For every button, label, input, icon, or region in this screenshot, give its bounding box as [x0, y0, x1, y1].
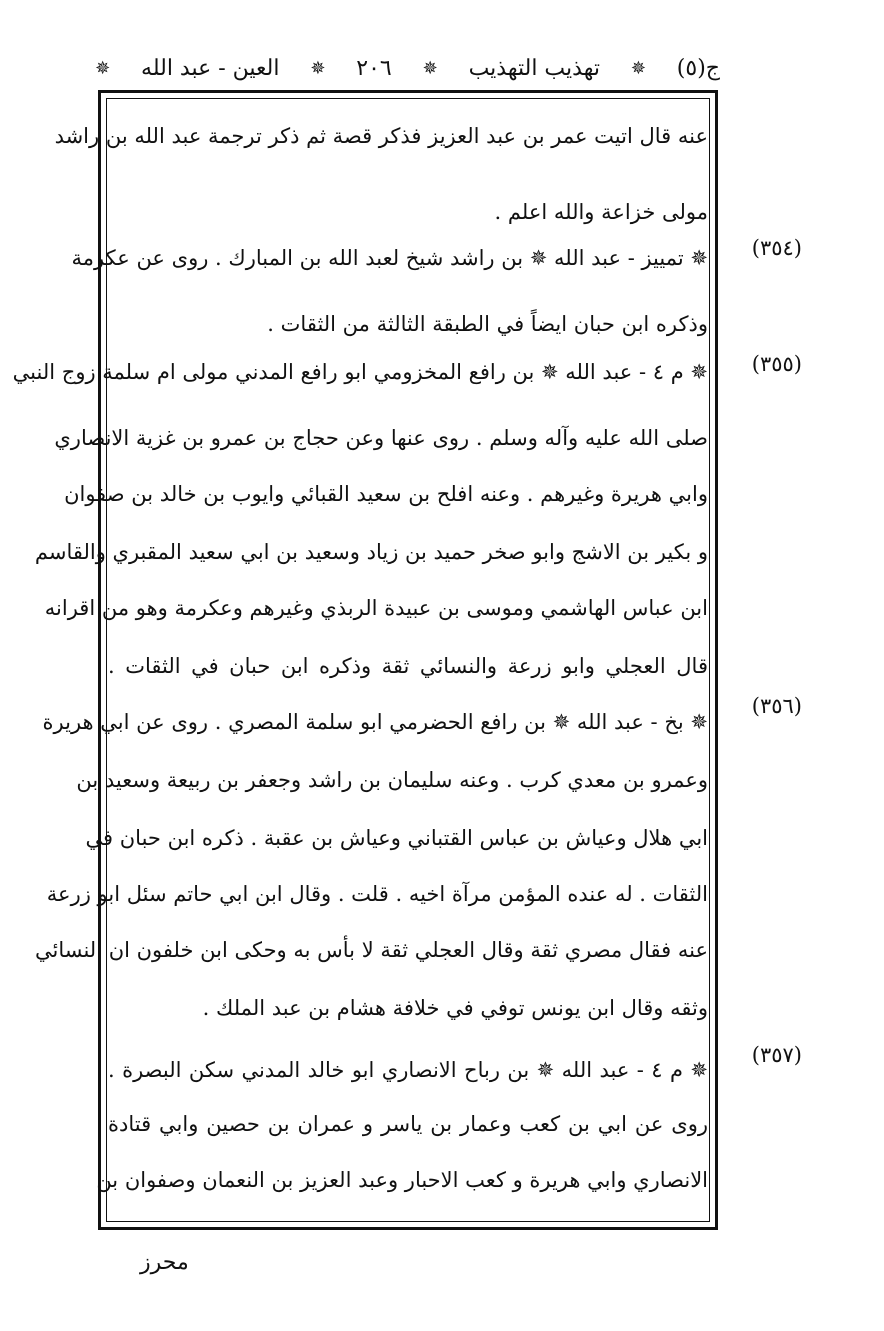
text-line: و بكير بن الاشج وابو صخر حميد بن زياد وسعيد بن ابي سعيد المقبري والقاسم — [34, 540, 708, 564]
entry-heading-line: ✵ م ٤ - عبد الله ✵ بن رافع المخزومي ابو رافع المدني مولى ام سلمة زوج النبي — [12, 360, 708, 384]
text-line: روى عن ابي بن كعب وعمار بن ياسر و عمران بن حصين وابي قتادة — [108, 1112, 708, 1136]
text-line: ابن عباس الهاشمي وموسى بن عبيدة الربذي وغيرهم وعكرمة وهو من اقرانه — [44, 596, 708, 620]
entry-heading-line: ✵ تمييز - عبد الله ✵ بن راشد شيخ لعبد الله بن المبارك . روى عن عكرمة — [71, 246, 708, 270]
page-number: ٢٠٦ — [356, 55, 392, 81]
entry-number: (٣٥٥) — [751, 352, 802, 376]
running-header — [95, 48, 720, 88]
footer-signature: محرز — [140, 1250, 189, 1275]
entry-number: (٣٥٤) — [751, 236, 802, 260]
star-icon: ✵ — [630, 57, 646, 79]
text-line: عنه قال اتيت عمر بن عبد العزيز فذكر قصة ثم ذكر ترجمة عبد الله بن راشد — [54, 124, 708, 148]
entry-heading-line: ✵ م ٤ - عبد الله ✵ بن رباح الانصاري ابو خالد المدني سكن البصرة . — [108, 1058, 708, 1082]
volume-label: ج(٥) — [676, 55, 720, 81]
text-line: الثقات . له عنده المؤمن مرآة اخيه . قلت . وقال ابن ابي حاتم سئل ابو زرعة — [46, 882, 708, 906]
text-line: عنه فقال مصري ثقة وقال العجلي ثقة لا بأس به وحكى ابن خلفون ان النسائي — [34, 938, 708, 962]
star-icon: ✵ — [422, 57, 438, 79]
entry-number: (٣٥٦) — [751, 694, 802, 718]
text-line: ابي هلال وعياش بن عباس القتباني وعياش بن عقبة . ذكره ابن حبان في — [85, 826, 708, 850]
entry-heading-line: ✵ بخ - عبد الله ✵ بن رافع الحضرمي ابو سلمة المصري . روى عن ابي هريرة — [42, 710, 708, 734]
text-line: مولى خزاعة والله اعلم . — [494, 200, 708, 224]
star-icon: ✵ — [95, 57, 111, 79]
text-line: الانصاري وابي هريرة و كعب الاحبار وعبد العزيز بن النعمان وصفوان بن — [96, 1168, 708, 1192]
text-line: وثقه وقال ابن يونس توفي في خلافة هشام بن عبد الملك . — [202, 996, 708, 1020]
star-icon: ✵ — [310, 57, 326, 79]
section-title: العين - عبد الله — [141, 55, 280, 81]
book-title: تهذيب التهذيب — [468, 55, 600, 81]
text-line: وابي هريرة وغيرهم . وعنه افلح بن سعيد القبائي وايوب بن خالد بن صفوان — [64, 482, 708, 506]
text-line: صلى الله عليه وآله وسلم . روى عنها وعن حجاج بن عمرو بن غزية الانصاري — [54, 426, 708, 450]
text-line: وذكره ابن حبان ايضاً في الطبقة الثالثة من الثقات . — [267, 312, 708, 336]
page-body — [12, 104, 708, 1224]
text-line: قال العجلي وابو زرعة والنسائي ثقة وذكره ابن حبان في الثقات . — [108, 654, 708, 678]
text-line: وعمرو بن معدي كرب . وعنه سليمان بن راشد وجعفر بن ربيعة وسعيد بن — [76, 768, 708, 792]
entry-number: (٣٥٧) — [751, 1043, 802, 1067]
